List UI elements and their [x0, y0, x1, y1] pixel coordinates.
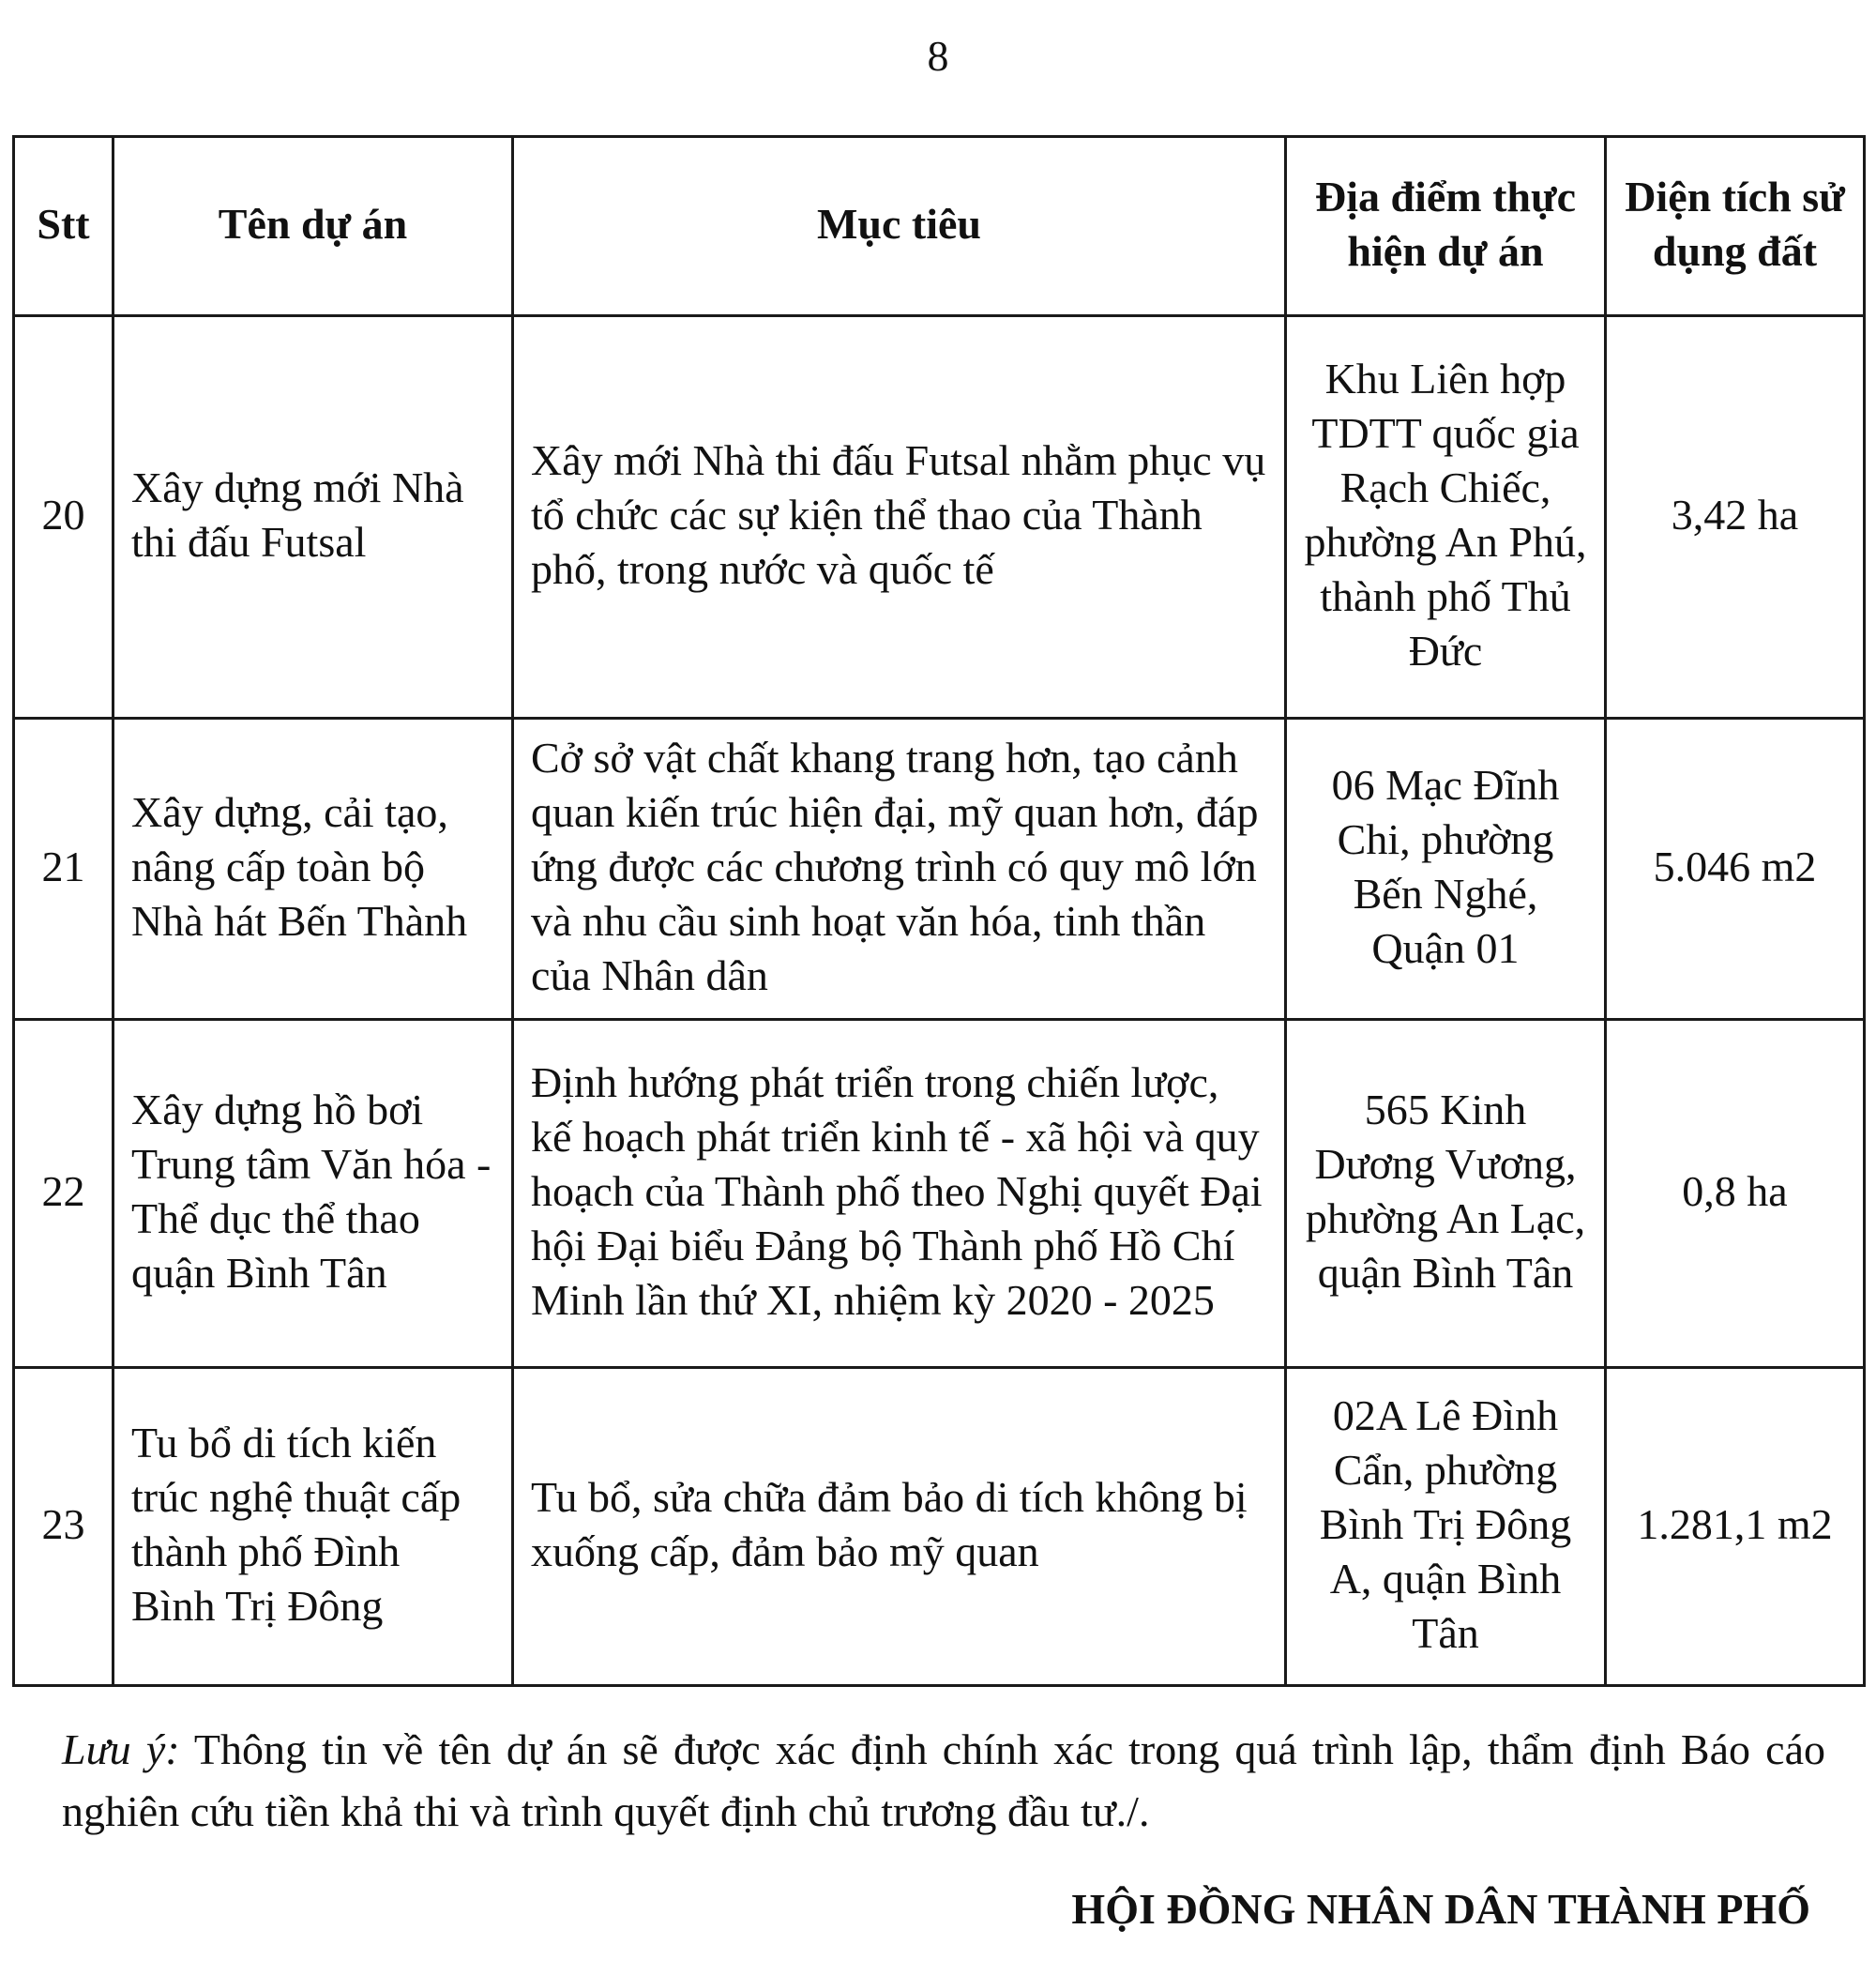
note-label: Lưu ý:: [62, 1725, 180, 1773]
row-location: 02A Lê Đình Cẩn, phường Bình Trị Đông A, quận Bình Tân: [1286, 1368, 1606, 1686]
table-header-row: [14, 137, 1865, 316]
note-paragraph: [62, 1719, 1825, 1843]
row-project-name: Xây dựng hồ bơi Trung tâm Văn hóa - Thể dục thể thao quận Bình Tân: [113, 1020, 513, 1368]
row-goal: Định hướng phát triển trong chiến lược, kế hoạch phát triển kinh tế - xã hội và quy hoạch của Thành phố theo Nghị quyết Đại hội Đại biểu Đảng bộ Thành phố Hồ Chí Minh lần thứ XI, nhiệm kỳ 2020 - 2025: [513, 1020, 1286, 1368]
row-location: 06 Mạc Đĩnh Chi, phường Bến Nghé, Quận 01: [1286, 719, 1606, 1020]
header-stt: Stt: [14, 137, 113, 316]
header-location: Địa điểm thực hiện dự án: [1286, 137, 1606, 316]
signature-council: HỘI ĐỒNG NHÂN DÂN THÀNH PHỐ: [1071, 1885, 1810, 1933]
row-goal: Cở sở vật chất khang trang hơn, tạo cảnh quan kiến trúc hiện đại, mỹ quan hơn, đáp ứng được các chương trình có quy mô lớn và nhu cầu sinh hoạt văn hóa, tinh thần của Nhân dân: [513, 719, 1286, 1020]
row-project-name: Tu bổ di tích kiến trúc nghệ thuật cấp thành phố Đình Bình Trị Đông: [113, 1368, 513, 1686]
row-stt: 20: [14, 316, 113, 719]
row-project-name: Xây dựng, cải tạo, nâng cấp toàn bộ Nhà hát Bến Thành: [113, 719, 513, 1020]
row-location: Khu Liên hợp TDTT quốc gia Rạch Chiếc, phường An Phú, thành phố Thủ Đức: [1286, 316, 1606, 719]
row-stt: 22: [14, 1020, 113, 1368]
row-stt: 23: [14, 1368, 113, 1686]
table-row: [14, 1020, 1865, 1368]
table-row: [14, 1368, 1865, 1686]
row-goal: Xây mới Nhà thi đấu Futsal nhằm phục vụ tổ chức các sự kiện thể thao của Thành phố, trong nước và quốc tế: [513, 316, 1286, 719]
header-project-name: Tên dự án: [113, 137, 513, 316]
table-row: [14, 719, 1865, 1020]
row-land-area: 5.046 m2: [1606, 719, 1865, 1020]
row-project-name: Xây dựng mới Nhà thi đấu Futsal: [113, 316, 513, 719]
row-land-area: 3,42 ha: [1606, 316, 1865, 719]
note-text: Thông tin về tên dự án sẽ được xác định chính xác trong quá trình lập, thẩm định Báo cáo nghiên cứu tiền khả thi và trình quyết định chủ trương đầu tư./.: [62, 1725, 1826, 1835]
header-land-area: Diện tích sử dụng đất: [1606, 137, 1865, 316]
header-goal: Mục tiêu: [513, 137, 1286, 316]
table-row: [14, 316, 1865, 719]
row-land-area: 0,8 ha: [1606, 1020, 1865, 1368]
row-land-area: 1.281,1 m2: [1606, 1368, 1865, 1686]
row-goal: Tu bổ, sửa chữa đảm bảo di tích không bị xuống cấp, đảm bảo mỹ quan: [513, 1368, 1286, 1686]
page-number: 8: [927, 32, 949, 80]
row-stt: 21: [14, 719, 113, 1020]
row-location: 565 Kinh Dương Vương, phường An Lạc, quận Bình Tân: [1286, 1020, 1606, 1368]
project-table: [12, 135, 1866, 1687]
